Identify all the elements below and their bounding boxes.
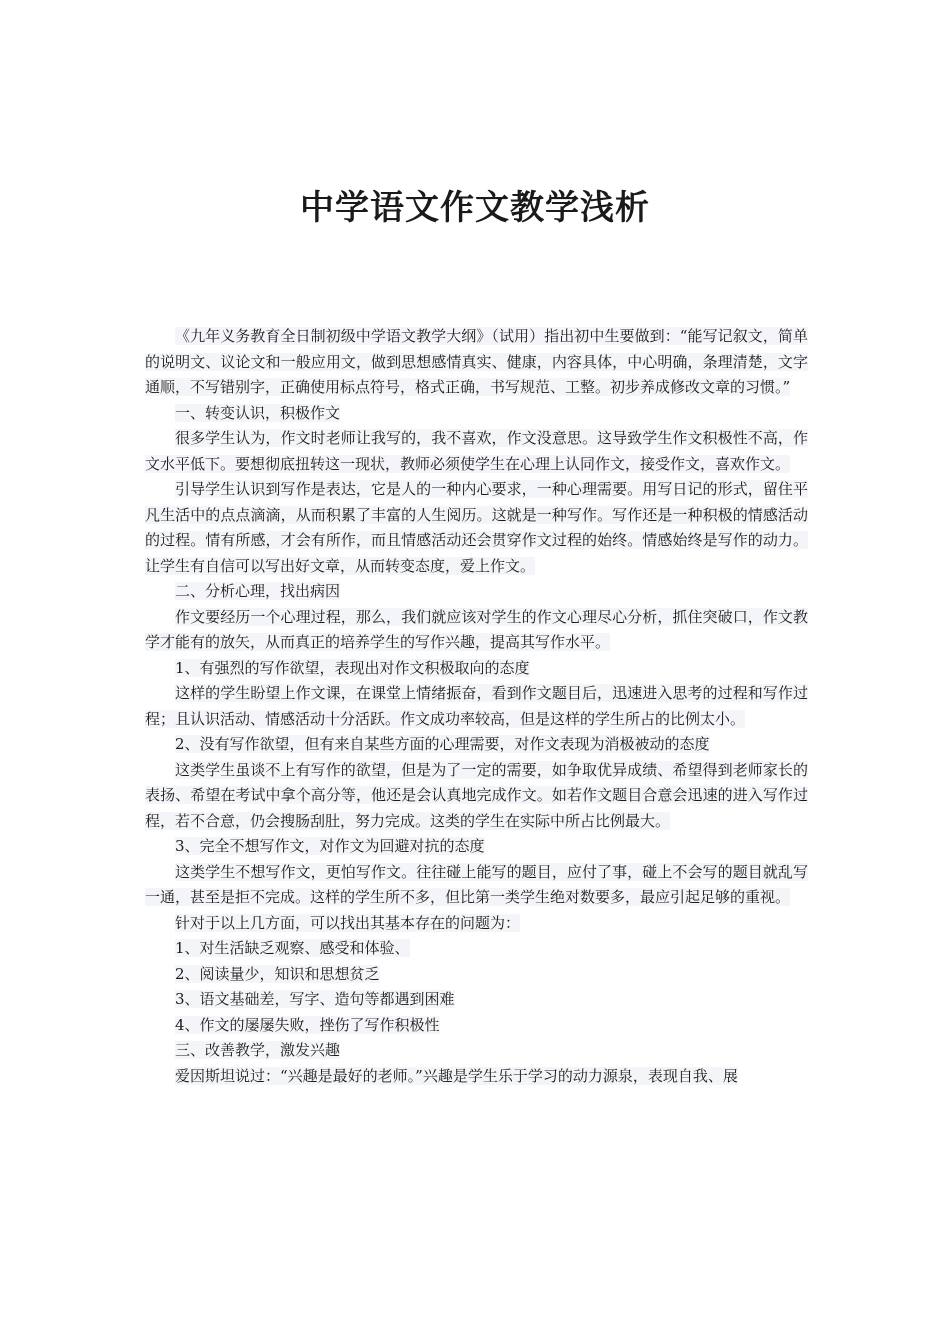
paragraph-text: 3、完全不想写作文，对作文为回避对抗的态度 xyxy=(175,837,485,855)
paragraph-text: 二、分析心理，找出病因 xyxy=(175,582,341,600)
paragraph-text: 《九年义务教育全日制初级中学语文教学大纲》（试用）指出初中生要做到：“能写记叙文，简单的说明文、议论文和一般应用文，做到思想感情真实、健康，内容具体，中心明确，条理清楚，文字通顺，不写错别字，正确使用标点符号，格式正确，书写规范、工整。初步养成修改文章的习惯。” xyxy=(145,327,808,396)
list-item xyxy=(145,962,808,988)
paragraph xyxy=(145,477,808,579)
paragraph-text: 2、阅读量少，知识和思想贫乏 xyxy=(175,964,380,983)
paragraph xyxy=(145,911,808,937)
paragraph-text: 很多学生认为，作文时老师让我写的，我不喜欢，作文没意思。这导致学生作文积极性不高，作文水平低下。要想彻底扭转这一现状，教师必须使学生在心理上认同作文，接受作文，喜欢作文。 xyxy=(145,429,808,473)
paragraph-text: 三、改善教学，激发兴趣 xyxy=(175,1041,341,1059)
paragraph-text: 2、没有写作欲望，但有来自某些方面的心理需要，对作文表现为消极被动的态度 xyxy=(175,735,710,753)
subheading xyxy=(145,834,808,860)
paragraph-text: 爱因斯坦说过：“兴趣是最好的老师。”兴趣是学生乐于学习的动力源泉，表现自我、展 xyxy=(175,1066,738,1085)
subheading xyxy=(145,656,808,682)
paragraph-text: 3、语文基础差，写字、造句等都遇到困难 xyxy=(175,990,455,1008)
list-item xyxy=(145,987,808,1013)
paragraph xyxy=(145,681,808,732)
list-item xyxy=(145,936,808,962)
paragraph-text: 引导学生认识到写作是表达，它是人的一种内心要求，一种心理需要。用写日记的形式，留住平凡生活中的点点滴滴，从而积累了丰富的人生阅历。这就是一种写作。写作还是一种积极的情感活动的过程。情有所感，才会有所作，而且情感活动还会贯穿作文过程的始终。情感始终是写作的动力。让学生有自信可以写出好文章，从而转变态度，爱上作文。 xyxy=(145,480,808,575)
paragraph-text: 这样的学生盼望上作文课，在课堂上情绪振奋，看到作文题目后，迅速进入思考的过程和写作过程；且认识活动、情感活动十分活跃。作文成功率较高，但是这样的学生所占的比例太小。 xyxy=(145,684,808,728)
paragraph-text: 这类学生虽谈不上有写作的欲望，但是为了一定的需要，如争取优异成绩、希望得到老师家长的表扬、希望在考试中拿个高分等，他还是会认真地完成作文。如若作文题目合意会迅速的进入写作过程，若不合意，仍会搜肠刮肚，努力完成。这类的学生在实际中所占比例最大。 xyxy=(145,760,808,830)
paragraph-text: 1、有强烈的写作欲望，表现出对作文积极取向的态度 xyxy=(175,658,530,677)
paragraph-text: 4、作文的屡屡失败，挫伤了写作积极性 xyxy=(175,1015,440,1034)
document-body xyxy=(145,324,808,1089)
section-heading xyxy=(145,1038,808,1064)
document-title: 中学语文作文教学浅析 xyxy=(300,188,650,228)
section-heading xyxy=(145,579,808,605)
paragraph xyxy=(145,605,808,656)
paragraph xyxy=(145,426,808,477)
subheading xyxy=(145,732,808,758)
section-heading xyxy=(145,401,808,427)
paragraph xyxy=(145,1064,808,1090)
paragraph-text: 1、对生活缺乏观察、感受和体验、 xyxy=(175,939,410,957)
paragraph-text: 这类学生不想写作文，更怕写作文。往往碰上能写的题目，应付了事，碰上不会写的题目就乱写一通，甚至是拒不完成。这样的学生所不多，但比第一类学生绝对数要多，最应引起足够的重视。 xyxy=(145,862,808,906)
paragraph xyxy=(145,758,808,835)
paragraph-text: 作文要经历一个心理过程，那么，我们就应该对学生的作文心理尽心分析，抓住突破口，作文教学才能有的放矢，从而真正的培养学生的写作兴趣，提高其写作水平。 xyxy=(145,607,808,651)
paragraph-text: 一、转变认识，积极作文 xyxy=(175,403,341,422)
list-item xyxy=(145,1013,808,1039)
paragraph xyxy=(145,324,808,401)
paragraph xyxy=(145,860,808,911)
paragraph-text: 针对于以上几方面，可以找出其基本存在的问题为： xyxy=(175,913,521,932)
